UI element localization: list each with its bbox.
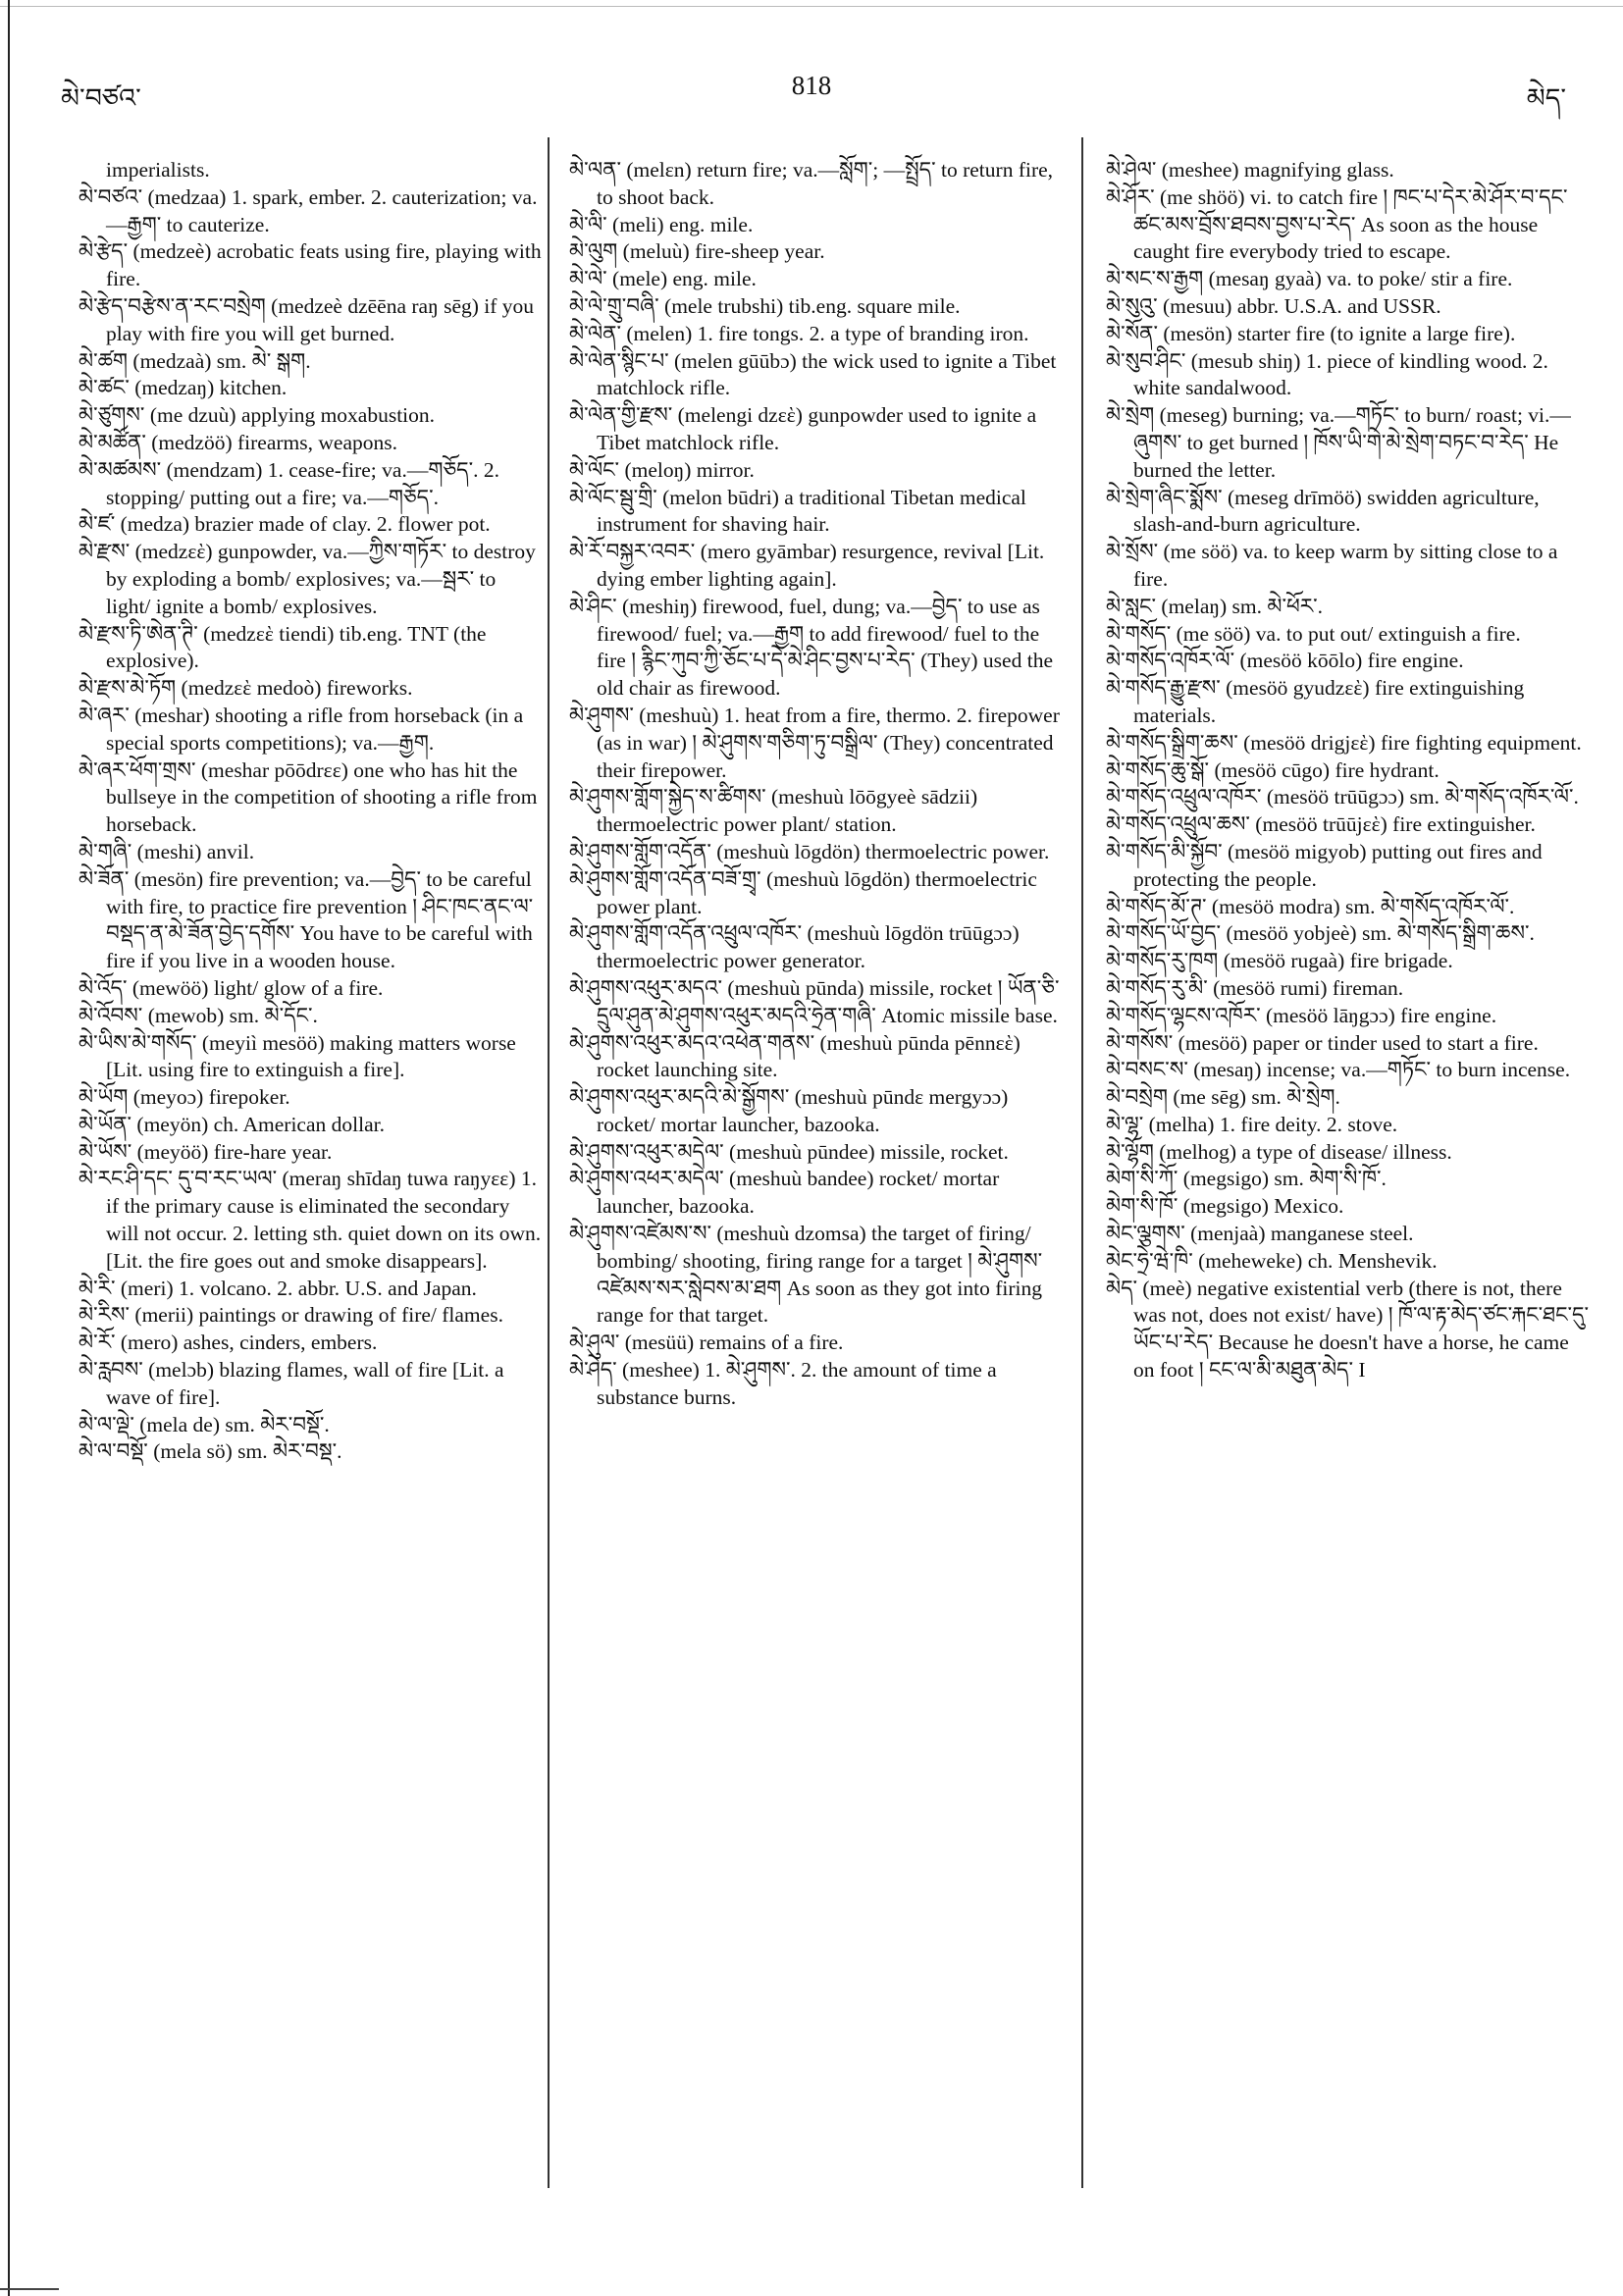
dictionary-entry: མེ་ལེ་ (mele) eng. mile. [569, 267, 757, 291]
dictionary-entry: མེ་གསོད་རྒྱུ་རྫས་ (mesöö gyudzεὲ) fire extinguishing materials. [1106, 676, 1525, 727]
dictionary-entry: མེ་གསོད་འཕྲུལ་ཆས་ (mesöö trūūjεὲ) fire extinguisher. [1106, 812, 1536, 837]
dictionary-entry: མེ་རྩེད་བརྩེས་ན་རང་བསྲེག (medzeè dzēēna raŋ sēg) if you play with fire you will get burned. [79, 293, 535, 345]
dictionary-entry: མེ་གཞི་ (meshi) anvil. [79, 839, 255, 863]
dictionary-entry: མེ་སོན་ (mesön) starter fire (to ignite a large fire). [1106, 321, 1516, 345]
dictionary-entry: མེ་སྲེག (meseg) burning; va.—གཏོང་ to burn/ roast; vi.—ཞུགས་ to get burned ། ཁོས་ཡི་གེ་མེ་སྲེག་བཏང་བ་རེད་ He burned the letter. [1106, 403, 1571, 482]
dictionary-entry: མེ་ཤུགས་གློག་འདོན་འཕྲུལ་འཁོར་ (meshuù lōgdön trūūgɔɔ) thermoelectric power generator. [569, 921, 1020, 973]
left-guide-word: མེ་བཙའ་ [61, 83, 141, 113]
dictionary-entry: མེ་ལེན་གྱི་རྫས་ (melengi dzεὲ) gunpowder used to ignite a Tibet matchlock rifle. [569, 403, 1037, 454]
dictionary-entry: མེ་སྲོས་ (me söö) va. to keep warm by sitting close to a fire. [1106, 540, 1558, 591]
dictionary-entry: མེ་ཡོག (meyoɔ) firepoker. [79, 1085, 290, 1110]
page-number: 818 [791, 71, 832, 100]
dictionary-entry: མེ་ཤོར་ (me shöö) vi. to catch fire ། ཁང་པ་དེར་མེ་ཤོར་བ་དང་ཚང་མས་བྲོས་ཐབས་བྱས་པ་རེད་ As soon as the house caught fire everybody tried to escape. [1106, 184, 1568, 264]
dictionary-entry: མེ་ཙུགས་ (me dzuù) applying moxabustion. [79, 403, 436, 428]
dictionary-entry: མེ་གསོད་འཁོར་ལོ་ (mesöö kōōlo) fire engine. [1106, 649, 1464, 673]
dictionary-entry: མེ་ཤུགས་འཛེམས་ས་ (meshuù dzomsa) the target of firing/ bombing/ shooting, firing range for a target ། མེ་ཤུགས་འཛེམས་སར་སླེབས་མ་ཐག As soon as they got into firing range for that target. [569, 1222, 1043, 1328]
dictionary-entry: མེ་རི་ (meri) 1. volcano. 2. abbr. U.S. and Japan. [79, 1276, 477, 1300]
dictionary-entry: མེ་ཡིས་མེ་གསོད་ (meyiì mesöö) making matters worse [Lit. using fire to extinguish a fire]. [79, 1030, 516, 1082]
dictionary-entry: མེ་ཡོན་ (meyön) ch. American dollar. [79, 1112, 385, 1136]
dictionary-entry: མེ་གསོད་ (me söö) va. to put out/ extinguish a fire. [1106, 621, 1521, 646]
dictionary-entry: མེ་ཛ་ (medza) brazier made of clay. 2. flower pot. [79, 512, 491, 537]
dictionary-entry: མེ་གསོད་ལྷངས་འཁོར་ (mesöö lāŋgɔɔ) fire engine. [1106, 1003, 1497, 1027]
dictionary-entry: མེ་ལ་བསྡོ་ (mela sö) sm. མེར་བསྡ་. [79, 1439, 342, 1464]
dictionary-entry: མེ་སྲེག་ཞིང་སྨོས་ (meseg drīmöö) swidden agriculture, slash-and-burn agriculture. [1106, 485, 1540, 537]
dictionary-entry: མེ་ཟོན་ (mesön) fire prevention; va.—བྱེད་ to be careful with fire, to practice fire prevention ། ཤིང་ཁང་ནང་ལ་བསྡད་ན་མེ་ཟོན་བྱེད་དགོས་ You have to be careful with fire if you live in a wooden house. [79, 866, 534, 973]
column-rule [1081, 137, 1083, 2188]
dictionary-column-3 [1106, 157, 1592, 1384]
dictionary-entry: མེ་ཤེལ་ (meshee) magnifying glass. [1106, 158, 1394, 182]
dictionary-entry: མེ་རིས་ (merii) paintings or drawing of fire/ flames. [79, 1303, 503, 1328]
dictionary-entry: མེ་སུབ་ཤིང་ (mesub shiŋ) 1. piece of kindling wood. 2. white sandalwood. [1106, 348, 1548, 400]
dictionary-entry: མེ་ཞར་ཕོག་གྲས་ (meshar pōōdrεε) one who has hit the bullseye in the competition of shooting a rifle from horseback. [79, 757, 538, 837]
dictionary-entry: མེ་ལེན་སྙིང་པ་ (melen gūūbɔ) the wick used to ignite a Tibet matchlock rifle. [569, 348, 1057, 400]
dictionary-entry: མེ་ཤུལ་ (mesüü) remains of a fire. [569, 1331, 844, 1355]
dictionary-entry: imperialists. [106, 158, 210, 182]
dictionary-entry: མེང་ཧྲེ་ཝེ་ཁི་ (meheweke) ch. Menshevik. [1106, 1248, 1438, 1273]
dictionary-entry: མེ་ལོང་སྦུ་གྲི་ (melon būdri) a traditional Tibetan medical instrument for shaving hair. [569, 485, 1026, 537]
dictionary-entry: མེ་ལྷོག (melhog) a type of disease/ illness. [1106, 1139, 1452, 1164]
dictionary-entry: མེ་རྫས་ (medzεὲ) gunpowder, va.—ཀྱིས་གཏོར་ to destroy by exploding a bomb/ explosives; va.—སྦར་ to light/ ignite a bomb/ explosives. [79, 540, 536, 618]
dictionary-entry: མེ་ཤུགས་འཕུར་མདའ་འཕེན་གནས་ (meshuù pūnda pēnnεὲ) rocket launching site. [569, 1030, 1021, 1082]
dictionary-entry: མེ་རྩེད་ (medzeè) acrobatic feats using fire, playing with fire. [79, 239, 542, 291]
dictionary-entry: མེ་གསོད་ཆུ་སྒོ་ (mesöö cūgo) fire hydrant. [1106, 757, 1440, 782]
right-guide-word: མེད་ [1526, 83, 1566, 113]
dictionary-entry: མེ་རྫས་ཏི་ཨེན་ཊི་ (medzεὲ tiendi) tib.eng. TNT (the explosive). [79, 621, 487, 673]
dictionary-entry: མེ་ལོང་ (meloŋ) mirror. [569, 457, 755, 482]
dictionary-entry: མེ་སང་ས་རྒྱག (mesaŋ gyaà) va. to poke/ stir a fire. [1106, 267, 1513, 291]
dictionary-entry: མེ་བཙའ་ (medzaa) 1. spark, ember. 2. cauterization; va.—རྒྱག་ to cauterize. [79, 184, 538, 236]
dictionary-entry: མེ་ཞར་ (meshar) shooting a rifle from horseback (in a special sports competitions); va.—རྒྱག. [79, 703, 524, 755]
dictionary-entry: མེ་གསོད་རུ་ཁག (mesöö rugaà) fire brigade. [1106, 949, 1453, 973]
dictionary-entry: མེ་ཡོས་ (meyöö) fire-hare year. [79, 1139, 333, 1164]
dictionary-entry: མེ་རོ་ (mero) ashes, cinders, embers. [79, 1331, 378, 1355]
dictionary-entry: མེ་རྫས་མེ་ཏོག (medzεὲ medoò) fireworks. [79, 676, 413, 701]
dictionary-entry: མེ་ལྷ་ (melha) 1. fire deity. 2. stove. [1106, 1112, 1398, 1136]
dictionary-entry: མེད་ (meè) negative existential verb (there is not, there was not, does not exist/ have) ། ཁོ་ལ་རྟ་མེད་ཙང་རྐང་ཐང་དུ་ཡོང་པ་རེད་ Because he doesn't have a horse, he came on foot ། ངང་ལ་མི་མཐུན་མེད་ I [1106, 1276, 1590, 1383]
dictionary-entry: མེ་ཤུགས་འཕུར་མདེལ་ (meshuù pūndee) missile, rocket. [569, 1139, 1009, 1164]
dictionary-entry: མེ་རླབས་ (melɔb) blazing flames, wall of fire [Lit. a wave of fire]. [79, 1358, 504, 1409]
dictionary-entry: མེ་གསོད་འཕྲུལ་འཁོར་ (mesöö trūūgɔɔ) sm. མེ་གསོད་འཁོར་ལོ་. [1106, 785, 1579, 809]
dictionary-entry: མེ་ལི་ (meli) eng. mile. [569, 212, 754, 236]
dictionary-entry: མེ་རང་ཤི་དང་ དུ་བ་རང་ཡལ་ (meraŋ shīdaŋ tuwa raŋyεε) 1. if the primary cause is eliminated the secondary will not occur. 2. letting sth. quiet down on its own. [Lit. the fire goes out and smoke disappears]. [79, 1167, 542, 1273]
dictionary-entry: མེ་ཤུགས་གློག་འདོན་བཟོ་གྲྭ་ (meshuù lōgdön) thermoelectric power plant. [569, 866, 1037, 918]
dictionary-entry: མེ་གསོས་ (mesöö) paper or tinder used to start a fire. [1106, 1030, 1539, 1055]
dictionary-entry: མེ་ཤུགས་འཕུར་མདའི་མེ་སྒྱོགས་ (meshuù pūndε mergyɔɔ) rocket/ mortar launcher, bazooka. [569, 1085, 1009, 1136]
dictionary-entry: མེ་ལ་ལྡེ་ (mela de) sm. མེར་བསྡོ་. [79, 1412, 330, 1436]
dictionary-entry: མེ་ཤིང་ (meshiŋ) firewood, fuel, dung; va.—བྱེད་ to use as firewood/ fuel; va.—རྒྱག to add firewood/ fuel to the fire ། རྙིང་ཀུབ་ཀྱི་ཅོང་པ་དེ་མེ་ཤིང་བྱས་པ་རེད་ (They) used the old chair as firewood. [569, 594, 1053, 701]
dictionary-entry: མེ་ལེན་ (melen) 1. fire tongs. 2. a type of branding iron. [569, 321, 1029, 345]
dictionary-entry: མེ་མཚོན་ (medzöö) firearms, weapons. [79, 430, 397, 454]
dictionary-entry: མེ་འོད་ (mewöö) light/ glow of a fire. [79, 975, 384, 1000]
dictionary-entry: མེ་ཤུགས་འཕར་མདེལ་ (meshuù bandee) rocket/ mortar launcher, bazooka. [569, 1167, 1000, 1219]
dictionary-entry: མེ་མཚམས་ (mendzam) 1. cease-fire; va.—གཅོད་. 2. stopping/ putting out a fire; va.—གཅོད་. [79, 457, 499, 509]
column-rule [548, 137, 550, 2188]
dictionary-entry: མེ་ལུག (meluù) fire-sheep year. [569, 239, 825, 264]
dictionary-entry: མེ་གསོད་སྒྲིག་ཆས་ (mesöö drigjεὲ) fire fighting equipment. [1106, 730, 1582, 755]
dictionary-entry: མེ་ཤུགས་གློག་སྐྱེད་ས་ཚིགས་ (meshuù lōōgyeè sādzii) thermoelectric power plant/ station. [569, 785, 978, 837]
dictionary-entry: མེ་ལེ་གྲུ་བཞི་ (mele trubshi) tib.eng. square mile. [569, 293, 961, 318]
dictionary-entry: མེག་སི་ཁོ་ (megsigo) Mexico. [1106, 1194, 1344, 1219]
dictionary-entry: མེ་ཤུགས་འཕུར་མདའ་ (meshuù pūnda) missile, rocket ། ཡོན་ཅི་དྲུལ་ཤུན་མེ་ཤུགས་འཕུར་མདའི་ཧྲེན་གཞི་ Atomic missile base. [569, 975, 1060, 1027]
dictionary-entry: མེ་ཚག (medzaà) sm. མེ་ སྒག. [79, 348, 311, 373]
dictionary-column-1 [79, 157, 542, 1466]
dictionary-entry: མེ་འོབས་ (mewob) sm. མེ་དོང་. [79, 1003, 318, 1027]
dictionary-entry: མེ་གསོད་རུ་མི་ (mesöö rumi) fireman. [1106, 975, 1404, 1000]
dictionary-entry: མེ་ཤེད་ (meshee) 1. མེ་ཤུགས་. 2. the amount of time a substance burns. [569, 1358, 997, 1409]
dictionary-column-2 [569, 157, 1060, 1412]
dictionary-entry: མེ་ཤུགས་ (meshuù) 1. heat from a fire, thermo. 2. firepower (as in war) ། མེ་ཤུགས་གཅིག་ཏུ་བསྒྲིལ་ (They) concentrated their firepower. [569, 703, 1060, 782]
dictionary-entry: མེ་གསོད་མོ་ཊ་ (mesöö modra) sm. མེ་གསོད་འཁོར་ལོ་. [1106, 894, 1515, 918]
dictionary-entry: མེ་གསོད་ཡོ་བྱད་ (mesöö yobjeè) sm. མེ་གསོད་སྒྲིག་ཆས་. [1106, 921, 1535, 946]
dictionary-entry: མེ་ཚང་ (medzaŋ) kitchen. [79, 376, 288, 400]
dictionary-entry: མེ་བསང་ས་ (mesaŋ) incense; va.—གཏོང་ to burn incense. [1106, 1058, 1571, 1082]
dictionary-entry: མེ་སུའུ་ (mesuu) abbr. U.S.A. and USSR. [1106, 293, 1441, 318]
dictionary-entry: མེ་བསྲེག (me sēg) sm. མེ་སྲེག. [1106, 1085, 1340, 1110]
scan-bottom-mark [0, 2288, 59, 2290]
dictionary-entry: མེ་རོ་བསྐྱར་འབར་ (mero gyāmbar) resurgence, revival [Lit. dying ember lighting again]. [569, 540, 1045, 591]
scan-left-edge [8, 0, 10, 2296]
dictionary-entry: མེ་གསོད་མི་སྐྱོབ་ (mesöö migyob) putting out fires and protecting the people. [1106, 839, 1543, 891]
dictionary-entry: མེག་སི་ཀོ་ (megsigo) sm. མེག་སི་ཁོ་. [1106, 1167, 1387, 1191]
scan-top-edge [0, 6, 1623, 7]
dictionary-entry: མེ་ལན་ (melεn) return fire; va.—སློག་; —སྤྲོད་ to return fire, to shoot back. [569, 158, 1054, 209]
dictionary-entry: མེང་ལྕགས་ (menjaà) manganese steel. [1106, 1222, 1414, 1246]
dictionary-entry: མེ་སླང་ (melaŋ) sm. མེ་ཕོར་. [1106, 594, 1324, 618]
dictionary-entry: མེ་ཤུགས་གློག་འདོན་ (meshuù lōgdön) thermoelectric power. [569, 839, 1050, 863]
